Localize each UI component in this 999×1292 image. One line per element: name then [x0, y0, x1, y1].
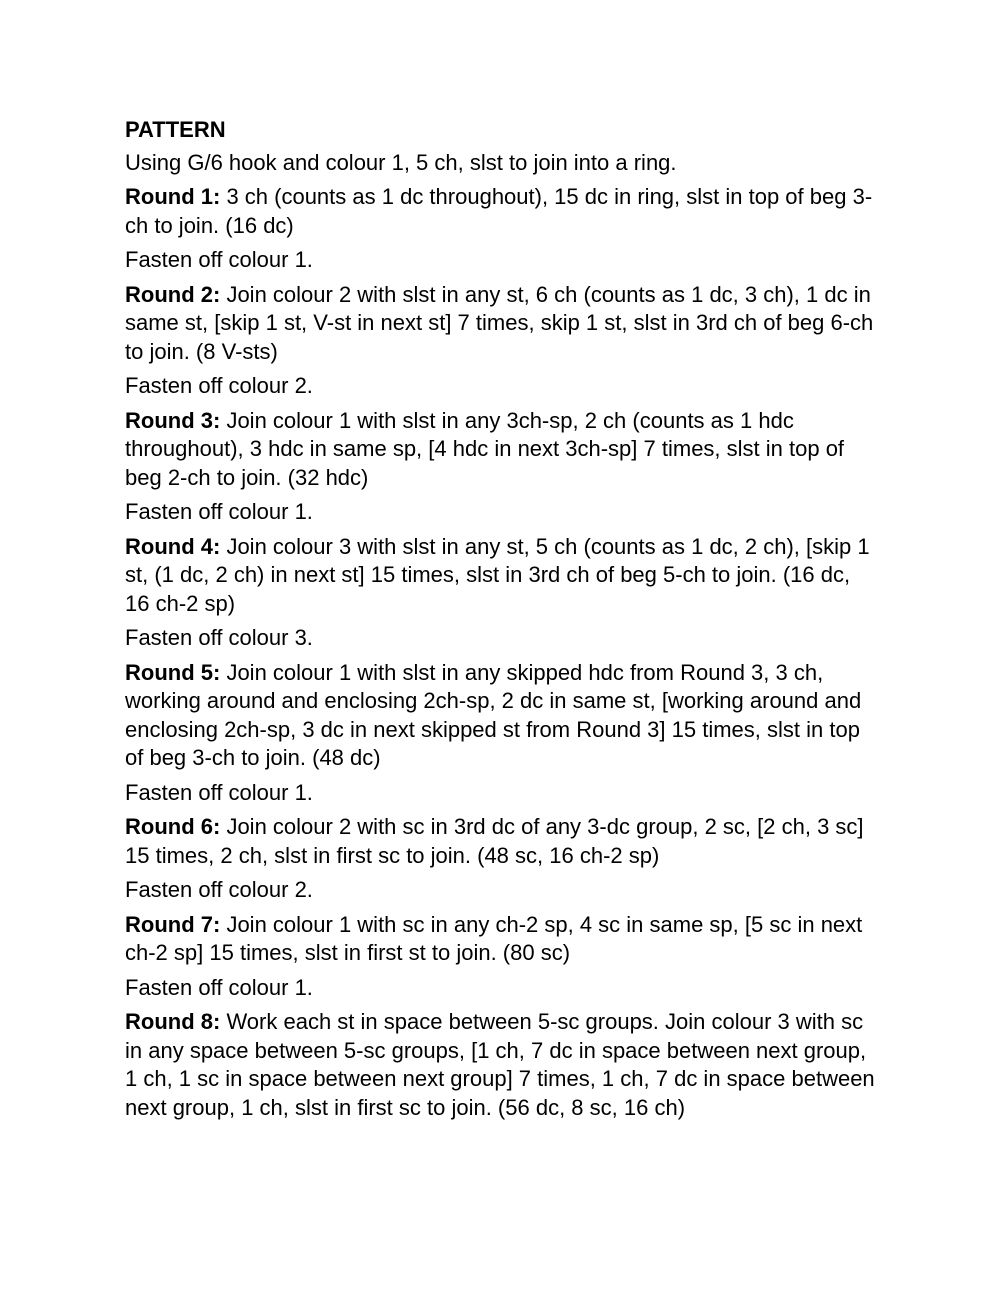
fasten-off-note: Fasten off colour 1.	[125, 779, 313, 805]
round-6	[125, 813, 875, 870]
round-text: Join colour 1 with slst in any 3ch-sp, 2 ch (counts as 1 hdc throughout), 3 hdc in same sp, [4 hdc in next 3ch-sp] 7 times, slst in top of beg 2-ch to join. (32 hdc)	[125, 407, 845, 490]
round-2	[125, 281, 875, 367]
round-text: Join colour 2 with sc in 3rd dc of any 3-dc group, 2 sc, [2 ch, 3 sc] 15 times, 2 ch, slst in first sc to join. (48 sc, 16 ch-2 sp)	[125, 814, 864, 868]
fasten-off-note: Fasten off colour 3.	[125, 625, 313, 650]
round-label: Round 2:	[125, 281, 221, 307]
round-label: Round 5:	[125, 659, 221, 685]
round-7	[125, 911, 875, 968]
round-label: Round 7:	[125, 911, 221, 937]
round-text: 3 ch (counts as 1 dc throughout), 15 dc in ring, slst in top of beg 3-ch to join. (16 dc)	[125, 184, 873, 238]
round-label: Round 6:	[125, 814, 221, 839]
intro-text: Using G/6 hook and colour 1, 5 ch, slst to join into a ring.	[125, 149, 677, 175]
round-text: Join colour 1 with sc in any ch-2 sp, 4 sc in same sp, [5 sc in next ch-2 sp] 15 times, slst in first st to join. (80 sc)	[125, 911, 863, 965]
round-1	[125, 183, 875, 240]
round-5	[125, 659, 875, 773]
round-4	[125, 533, 875, 619]
fasten-off-note: Fasten off colour 1.	[125, 499, 313, 524]
round-label: Round 3:	[125, 407, 221, 433]
fasten-off-note: Fasten off colour 1.	[125, 247, 313, 272]
round-label: Round 1:	[125, 184, 221, 209]
round-text: Join colour 2 with slst in any st, 6 ch (counts as 1 dc, 3 ch), 1 dc in same st, [skip 1 st, V-st in next st] 7 times, skip 1 st, slst in 3rd ch of beg 6-ch to join. (8 V-sts)	[125, 281, 874, 364]
pattern-heading: PATTERN	[125, 117, 226, 142]
pattern-document	[125, 116, 875, 1128]
round-text: Join colour 3 with slst in any st, 5 ch (counts as 1 dc, 2 ch), [skip 1 st, (1 dc, 2 ch) in next st] 15 times, slst in 3rd ch of beg 5-ch to join. (16 dc, 16 ch-2 sp)	[125, 533, 870, 616]
round-text: Join colour 1 with slst in any skipped hdc from Round 3, 3 ch, working around and enclosing 2ch-sp, 2 dc in same st, [working around and enclosing 2ch-sp, 3 dc in next skipped st from Round 3] 15 times, slst in top of beg 3-ch to join. (48 dc)	[125, 659, 862, 770]
fasten-off-note: Fasten off colour 2.	[125, 373, 313, 398]
round-text: Work each st in space between 5-sc groups. Join colour 3 with sc in any space between 5-sc groups, [1 ch, 7 dc in space between next group, 1 ch, 1 sc in space between next group] 7 times, 1 ch, 7 dc in space between next group, 1 ch, slst in first sc to join. (56 dc, 8 sc, 16 ch)	[125, 1009, 875, 1120]
round-label: Round 8:	[125, 1009, 221, 1034]
round-label: Round 4:	[125, 533, 221, 559]
fasten-off-note: Fasten off colour 2.	[125, 877, 313, 902]
fasten-off-note: Fasten off colour 1.	[125, 974, 313, 1000]
round-8	[125, 1008, 875, 1122]
round-3	[125, 407, 875, 493]
